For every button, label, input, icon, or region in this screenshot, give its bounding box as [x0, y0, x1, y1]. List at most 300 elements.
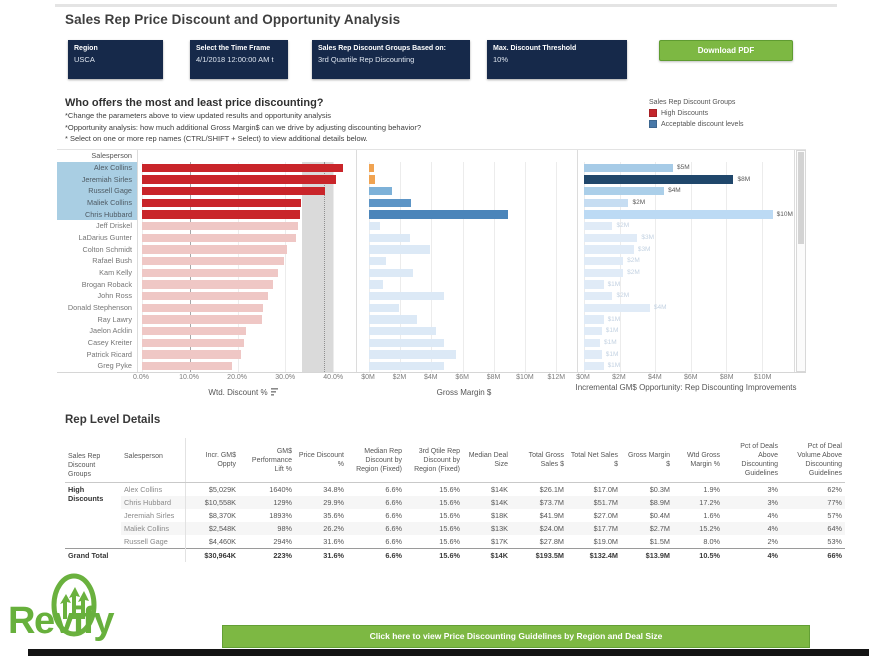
cell: $1.5M: [649, 537, 670, 546]
bar-row: [584, 209, 794, 221]
bar-russell-gage[interactable]: [142, 187, 325, 196]
bar-greg-pyke[interactable]: [369, 362, 444, 371]
cell: 15.6%: [439, 524, 460, 533]
bar-row: [142, 267, 351, 279]
column-header-median-rep-discount-by-region-fixed-: Median Rep Discount by Region (Fixed): [347, 438, 405, 483]
bar-row: [369, 197, 572, 209]
cell: 4%: [767, 511, 778, 520]
grand-total-cell: 4%: [723, 549, 781, 563]
column-header-gm-performance-lift-: GM$ Performance Lift %: [239, 438, 295, 483]
cell: $18K: [490, 511, 508, 520]
bar-chris-hubbard[interactable]: [142, 210, 300, 219]
bar-jeff-driskel[interactable]: [369, 222, 380, 231]
column-header-incr-gm-oppty: Incr. GM$ Oppty: [185, 438, 239, 483]
bar-value-label: $5M: [676, 164, 690, 171]
param-time-frame-value: 4/1/2018 12:00:00 AM t: [196, 55, 274, 64]
cell: $26.1M: [539, 485, 564, 494]
grand-total-cell: 31.6%: [295, 549, 347, 563]
bar-row: [369, 325, 572, 337]
bar-row: [369, 220, 572, 232]
salesperson-chris-hubbard[interactable]: Chris Hubbard: [57, 209, 137, 221]
bar-row: [584, 314, 794, 326]
bar-row: [584, 220, 794, 232]
question-note-3: * Select on one or more rep names (CTRL/SHIFT + Select) to view additional details below.: [65, 134, 368, 143]
bar-row: [142, 174, 351, 186]
column-header-gross-margin-: Gross Margin $: [621, 438, 673, 483]
column-header-3rd-qtile-rep-discount-by-region-fixed-: 3rd Qtile Rep Discount by Region (Fixed): [405, 438, 463, 483]
bar-row: [369, 302, 572, 314]
bar-row: [369, 337, 572, 349]
param-region-value: USCA: [74, 55, 95, 64]
bar-kam-kelly[interactable]: [369, 269, 413, 278]
bar-ladarius-gunter[interactable]: [369, 234, 410, 243]
cell: $27.0M: [593, 511, 618, 520]
cell: $17K: [490, 537, 508, 546]
bar-row: [369, 290, 572, 302]
bar-ray-lawry[interactable]: [142, 315, 262, 324]
axis-tick: 20.0%: [227, 374, 248, 381]
table-row: [65, 535, 845, 549]
bar-row: [369, 314, 572, 326]
bar-donald-stephenson[interactable]: [142, 304, 263, 313]
cell: 15.6%: [439, 498, 460, 507]
salesperson-greg-pyke[interactable]: Greg Pyke: [97, 361, 132, 371]
bar-row: [369, 174, 572, 186]
cell: 6.6%: [385, 524, 402, 533]
bar-patrick-ricard[interactable]: [584, 350, 602, 359]
bar-row: [142, 197, 351, 209]
bar-row: [369, 267, 572, 279]
bar-row: [584, 255, 794, 267]
table-row: [65, 483, 845, 497]
grand-total-row: [65, 549, 845, 563]
bar-greg-pyke[interactable]: [142, 362, 232, 371]
cell: 3%: [767, 485, 778, 494]
cell: 15.6%: [439, 511, 460, 520]
bar-row: [142, 302, 351, 314]
cell: 57%: [827, 511, 842, 520]
bar-row: [584, 302, 794, 314]
cell: 1893%: [269, 511, 292, 520]
salesperson-ladarius-gunter[interactable]: LaDarius Gunter: [78, 232, 132, 242]
axis-tick: $6M: [455, 374, 469, 381]
bar-ray-lawry[interactable]: [584, 315, 604, 324]
axis-title-incremental-gm: Incremental GM$ Opportunity: Rep Discounting Improvements: [575, 383, 797, 392]
bar-row: [369, 162, 572, 174]
bar-chris-hubbard[interactable]: [369, 210, 508, 219]
bar-row: [584, 232, 794, 244]
discount-groups-legend: [649, 99, 744, 131]
bar-row: [142, 314, 351, 326]
bar-maliek-collins[interactable]: [142, 199, 301, 208]
grand-total-cell: 10.5%: [673, 549, 723, 563]
cell: 31.6%: [323, 537, 344, 546]
chart-incremental-gm-opportunity: [577, 150, 795, 372]
bar-row: [142, 185, 351, 197]
bar-alex-collins[interactable]: [584, 164, 673, 173]
axis-tick: 30.0%: [275, 374, 296, 381]
cell: $17.7M: [593, 524, 618, 533]
window-top-divider: [55, 4, 837, 7]
grand-total-cell: $30,964K: [185, 549, 239, 563]
salesperson-maliek-collins[interactable]: Maliek Collins: [57, 197, 137, 209]
cell: $2.7M: [649, 524, 670, 533]
salesperson-casey-kreiter[interactable]: Casey Kreiter: [87, 337, 132, 347]
cell: $0.3M: [649, 485, 670, 494]
bar-value-label: $3M: [641, 234, 655, 241]
bar-row: [369, 349, 572, 361]
salesperson-ray-lawry[interactable]: Ray Lawry: [97, 314, 132, 324]
bar-alex-collins[interactable]: [142, 164, 343, 173]
cell: 6.6%: [385, 498, 402, 507]
row-salesperson[interactable]: Maliek Collins: [124, 524, 170, 533]
column-header-median-deal-size: Median Deal Size: [463, 438, 511, 483]
axis-tick: $4M: [648, 374, 662, 381]
bar-kam-kelly[interactable]: [142, 269, 278, 278]
axis-tick: $4M: [423, 374, 438, 381]
bar-russell-gage[interactable]: [584, 187, 664, 196]
cell: 62%: [827, 485, 842, 494]
axis-title-wtd-discount-text: Wtd. Discount %: [208, 388, 268, 397]
chart-scrollbar[interactable]: [796, 150, 806, 372]
cell: 6.6%: [385, 511, 402, 520]
charts-axis-line: [57, 372, 806, 373]
bar-donald-stephenson[interactable]: [584, 304, 650, 313]
cell: 1.6%: [703, 511, 720, 520]
bar-brogan-roback[interactable]: [584, 280, 604, 289]
cell: 34.8%: [323, 485, 344, 494]
column-header-total-net-sales-: Total Net Sales $: [567, 438, 621, 483]
cell: 3%: [767, 498, 778, 507]
bar-row: [142, 162, 351, 174]
column-header-total-gross-sales-: Total Gross Sales $: [511, 438, 567, 483]
bar-row: [584, 197, 794, 209]
cell: 98%: [277, 524, 292, 533]
cell: $73.7M: [539, 498, 564, 507]
salesperson-brogan-roback[interactable]: Brogan Roback: [81, 279, 132, 289]
grand-total-cell: 15.6%: [405, 549, 463, 563]
bar-ladarius-gunter[interactable]: [142, 234, 296, 243]
column-header-price-discount-: Price Discount %: [295, 438, 347, 483]
cell: $24.0M: [539, 524, 564, 533]
cell: 129%: [273, 498, 292, 507]
axis-tick: 40.0%: [323, 374, 344, 381]
bar-row: [584, 360, 794, 372]
cell: 64%: [827, 524, 842, 533]
bar-john-ross[interactable]: [142, 292, 268, 301]
bar-jeff-driskel[interactable]: [584, 222, 612, 231]
bar-row: [142, 255, 351, 267]
axis-tick: $12M: [547, 374, 566, 381]
bar-row: [142, 232, 351, 244]
bar-jeremiah-sirles[interactable]: [142, 175, 336, 184]
legend-item-high-discounts[interactable]: [649, 109, 744, 117]
bar-row: [584, 290, 794, 302]
salesperson-jeremiah-sirles[interactable]: Jeremiah Sirles: [57, 174, 137, 186]
bar-value-label: $1M: [605, 350, 619, 358]
grand-total-cell: $132.4M: [567, 549, 621, 563]
salesperson-alex-collins[interactable]: Alex Collins: [57, 162, 137, 174]
cell: $13K: [490, 524, 508, 533]
table-row: [65, 509, 845, 522]
cell: 8.0%: [703, 537, 720, 546]
legend-item-label: High Discounts: [661, 109, 709, 117]
question-note-1: *Change the parameters above to view updated results and opportunity analysis: [65, 111, 331, 120]
bar-row: [369, 209, 572, 221]
bar-greg-pyke[interactable]: [584, 362, 604, 371]
bar-row: [369, 244, 572, 256]
bar-value-label: $1M: [607, 362, 621, 370]
bar-chris-hubbard[interactable]: [584, 210, 773, 219]
cell: 29.9%: [323, 498, 344, 507]
axis-title-gross-margin: Gross Margin $: [436, 388, 492, 397]
bar-row: [369, 255, 572, 267]
bar-rafael-bush[interactable]: [142, 257, 284, 266]
page-title: Sales Rep Price Discount and Opportunity Analysis: [65, 12, 401, 27]
axis-tick: $10M: [753, 374, 772, 381]
column-header-wtd-gross-margin-: Wtd Gross Margin %: [673, 438, 723, 483]
grand-total-cell: 6.6%: [347, 549, 405, 563]
axis-ticks-gross-margin: [361, 374, 572, 384]
cell: $8,370K: [185, 509, 239, 522]
cell: 1640%: [269, 485, 292, 494]
cell: 6.6%: [385, 537, 402, 546]
group-label: High Discounts: [65, 483, 121, 549]
bar-row: [584, 279, 794, 291]
bar-colton-schmidt[interactable]: [584, 245, 634, 254]
column-header-salesperson: Salesperson: [121, 438, 185, 483]
legend-item-acceptable-discount-levels[interactable]: [649, 120, 744, 128]
grand-total-cell: 66%: [781, 549, 845, 563]
axis-tick: $0M: [361, 374, 375, 381]
cell: $27.8M: [539, 537, 564, 546]
cell: $4,460K: [185, 535, 239, 549]
bar-maliek-collins[interactable]: [369, 199, 411, 208]
bar-value-label: $8M: [737, 175, 751, 183]
salesperson-patrick-ricard[interactable]: Patrick Ricard: [86, 349, 132, 359]
bar-jeremiah-sirles[interactable]: [584, 175, 733, 184]
window-bottom-bar: [28, 649, 869, 656]
cell: $51.7M: [593, 498, 618, 507]
bar-casey-kreiter[interactable]: [584, 339, 600, 348]
bar-value-label: $4M: [653, 304, 667, 311]
bar-value-label: $1M: [607, 280, 621, 288]
rep-level-details-table: [65, 438, 845, 562]
chart-wtd-discount: [137, 150, 351, 372]
bar-jeff-driskel[interactable]: [142, 222, 298, 231]
axis-tick: $6M: [683, 374, 698, 381]
bar-row: [584, 244, 794, 256]
bar-value-label: $2M: [616, 222, 630, 230]
bar-value-label: $2M: [616, 292, 630, 300]
bar-russell-gage[interactable]: [369, 187, 392, 196]
cell: 15.2%: [699, 524, 720, 533]
axis-tick: $8M: [719, 374, 734, 381]
bar-value-label: $2M: [627, 269, 640, 276]
legend-swatch-icon: [649, 120, 657, 128]
param-max-discount-threshold-label: Max. Discount Threshold: [493, 45, 577, 52]
cell: 15.6%: [439, 485, 460, 494]
param-max-discount-threshold[interactable]: [487, 40, 627, 79]
axis-tick: $8M: [486, 374, 501, 381]
axis-tick: $10M: [516, 374, 534, 381]
bar-jeremiah-sirles[interactable]: [369, 175, 375, 184]
salesperson-rafael-bush[interactable]: Rafael Bush: [92, 256, 132, 266]
param-max-discount-threshold-value: 10%: [493, 55, 509, 64]
bar-row: [584, 267, 794, 279]
bar-ray-lawry[interactable]: [369, 315, 417, 324]
bar-brogan-roback[interactable]: [142, 280, 273, 289]
bar-row: [142, 349, 351, 361]
legend-item-label: Acceptable discount levels: [661, 120, 744, 128]
scrollbar-handle[interactable]: [798, 152, 804, 244]
bar-john-ross[interactable]: [584, 292, 612, 301]
axis-tick: 0.0%: [133, 374, 149, 381]
cell: 77%: [827, 498, 842, 507]
sort-icon[interactable]: [271, 388, 280, 399]
cell: $5,029K: [185, 483, 239, 497]
row-salesperson[interactable]: Russell Gage: [124, 537, 168, 546]
table-row: [65, 522, 845, 535]
row-salesperson[interactable]: Jeremiah Sirles: [124, 511, 175, 520]
bar-kam-kelly[interactable]: [584, 269, 623, 278]
bar-row: [369, 360, 572, 372]
bar-casey-kreiter[interactable]: [369, 339, 444, 348]
bar-alex-collins[interactable]: [369, 164, 374, 173]
bar-row: [584, 337, 794, 349]
grand-total-cell: $193.5M: [511, 549, 567, 563]
axis-tick: 10.0%: [179, 374, 199, 381]
column-header-pct-of-deal-volume-above-discounting-guidelines: Pct of Deal Volume Above Discounting Guidelines: [781, 438, 845, 483]
bar-colton-schmidt[interactable]: [369, 245, 430, 254]
param-discount-groups-basis[interactable]: [312, 40, 470, 79]
row-salesperson[interactable]: Chris Hubbard: [124, 498, 172, 507]
param-region-label: Region: [74, 45, 98, 52]
cell: $19.0M: [593, 537, 618, 546]
cell: $2,548K: [185, 522, 239, 535]
chart-gross-margin: [356, 150, 572, 372]
bar-value-label: $2M: [632, 199, 646, 206]
salesperson-colton-schmidt[interactable]: Colton Schmidt: [82, 244, 132, 254]
salesperson-axis: [57, 150, 137, 372]
guidelines-link-button[interactable]: Click here to view Price Discounting Guidelines by Region and Deal Size: [222, 625, 810, 648]
param-time-frame-label: Select the Time Frame: [196, 45, 271, 52]
bar-jaelon-acklin[interactable]: [142, 327, 246, 336]
cell: 15.6%: [439, 537, 460, 546]
param-discount-groups-basis-value: 3rd Quartile Rep Discounting: [318, 55, 415, 64]
bar-row: [142, 360, 351, 372]
cell: 26.2%: [323, 524, 344, 533]
salesperson-john-ross[interactable]: John Ross: [97, 291, 132, 301]
bar-row: [142, 325, 351, 337]
param-region[interactable]: [68, 40, 163, 79]
param-discount-groups-basis-label: Sales Rep Discount Groups Based on:: [318, 45, 446, 52]
salesperson-jeff-driskel[interactable]: Jeff Driskel: [96, 221, 132, 231]
cell: 35.6%: [323, 511, 344, 520]
salesperson-kam-kelly[interactable]: Kam Kelly: [99, 267, 132, 277]
salesperson-header: Salesperson: [91, 151, 132, 160]
salesperson-donald-stephenson[interactable]: Donald Stephenson: [67, 302, 132, 312]
salesperson-russell-gage[interactable]: Russell Gage: [57, 185, 137, 197]
bar-row: [142, 209, 351, 221]
bar-patrick-ricard[interactable]: [142, 350, 241, 359]
cell: 4%: [767, 524, 778, 533]
grand-total-label: Grand Total: [65, 549, 185, 563]
row-salesperson[interactable]: Alex Collins: [124, 485, 163, 494]
bar-row: [142, 220, 351, 232]
column-header-sales-rep-discount-groups: Sales Rep Discount Groups: [65, 438, 121, 483]
bar-brogan-roback[interactable]: [369, 280, 383, 289]
cell: $17.0M: [593, 485, 618, 494]
bar-value-label: $3M: [637, 245, 651, 253]
bar-colton-schmidt[interactable]: [142, 245, 287, 254]
grand-total-cell: $14K: [463, 549, 511, 563]
cell: $10,558K: [185, 496, 239, 509]
bar-row: [584, 325, 794, 337]
bar-row: [142, 244, 351, 256]
download-pdf-button[interactable]: Download PDF: [659, 40, 793, 61]
bar-maliek-collins[interactable]: [584, 199, 628, 208]
grand-total-cell: 223%: [239, 549, 295, 563]
bar-jaelon-acklin[interactable]: [369, 327, 436, 336]
bar-row: [584, 185, 794, 197]
axis-tick: $2M: [612, 374, 626, 381]
bar-ladarius-gunter[interactable]: [584, 234, 637, 243]
cell: 17.2%: [699, 498, 720, 507]
bar-row: [584, 162, 794, 174]
bar-row: [142, 279, 351, 291]
param-time-frame[interactable]: [190, 40, 288, 79]
axis-title-wtd-discount: [137, 388, 351, 399]
cell: $0.4M: [649, 511, 670, 520]
cell: 1.9%: [703, 485, 720, 494]
cell: $8.9M: [649, 498, 670, 507]
bar-value-label: $1M: [605, 327, 619, 335]
bar-row: [369, 232, 572, 244]
cell: 294%: [273, 537, 292, 546]
bar-patrick-ricard[interactable]: [369, 350, 456, 359]
column-header-pct-of-deals-above-discounting-guidelines: Pct of Deals Above Discounting Guidelines: [723, 438, 781, 483]
bar-casey-kreiter[interactable]: [142, 339, 244, 348]
bar-rafael-bush[interactable]: [369, 257, 386, 266]
bar-donald-stephenson[interactable]: [369, 304, 399, 313]
bar-row: [142, 290, 351, 302]
bar-row: [584, 174, 794, 186]
question-heading: Who offers the most and least price discounting?: [65, 97, 324, 109]
cell: $14K: [490, 485, 508, 494]
bar-rafael-bush[interactable]: [584, 257, 623, 266]
bar-row: [369, 185, 572, 197]
bar-value-label: $10M: [776, 210, 793, 218]
bar-row: [369, 279, 572, 291]
table-heading: Rep Level Details: [65, 414, 161, 426]
bar-value-label: $1M: [607, 315, 621, 323]
salesperson-jaelon-acklin[interactable]: Jaelon Acklin: [89, 326, 132, 336]
cell: 53%: [827, 537, 842, 546]
cell: $41.9M: [539, 511, 564, 520]
bar-value-label: $4M: [668, 187, 681, 195]
bar-john-ross[interactable]: [369, 292, 444, 301]
bar-value-label: $1M: [604, 339, 617, 346]
revify-logo-text: Revify: [8, 600, 114, 642]
axis-tick: $2M: [392, 374, 407, 381]
cell: 6.6%: [385, 485, 402, 494]
bar-jaelon-acklin[interactable]: [584, 327, 602, 336]
grand-total-cell: $13.9M: [621, 549, 673, 563]
table-row: [65, 496, 845, 509]
bar-row: [584, 349, 794, 361]
question-note-2: *Opportunity analysis: how much additional Gross Margin$ can we drive by adjusting discounting behavior?: [65, 122, 422, 132]
